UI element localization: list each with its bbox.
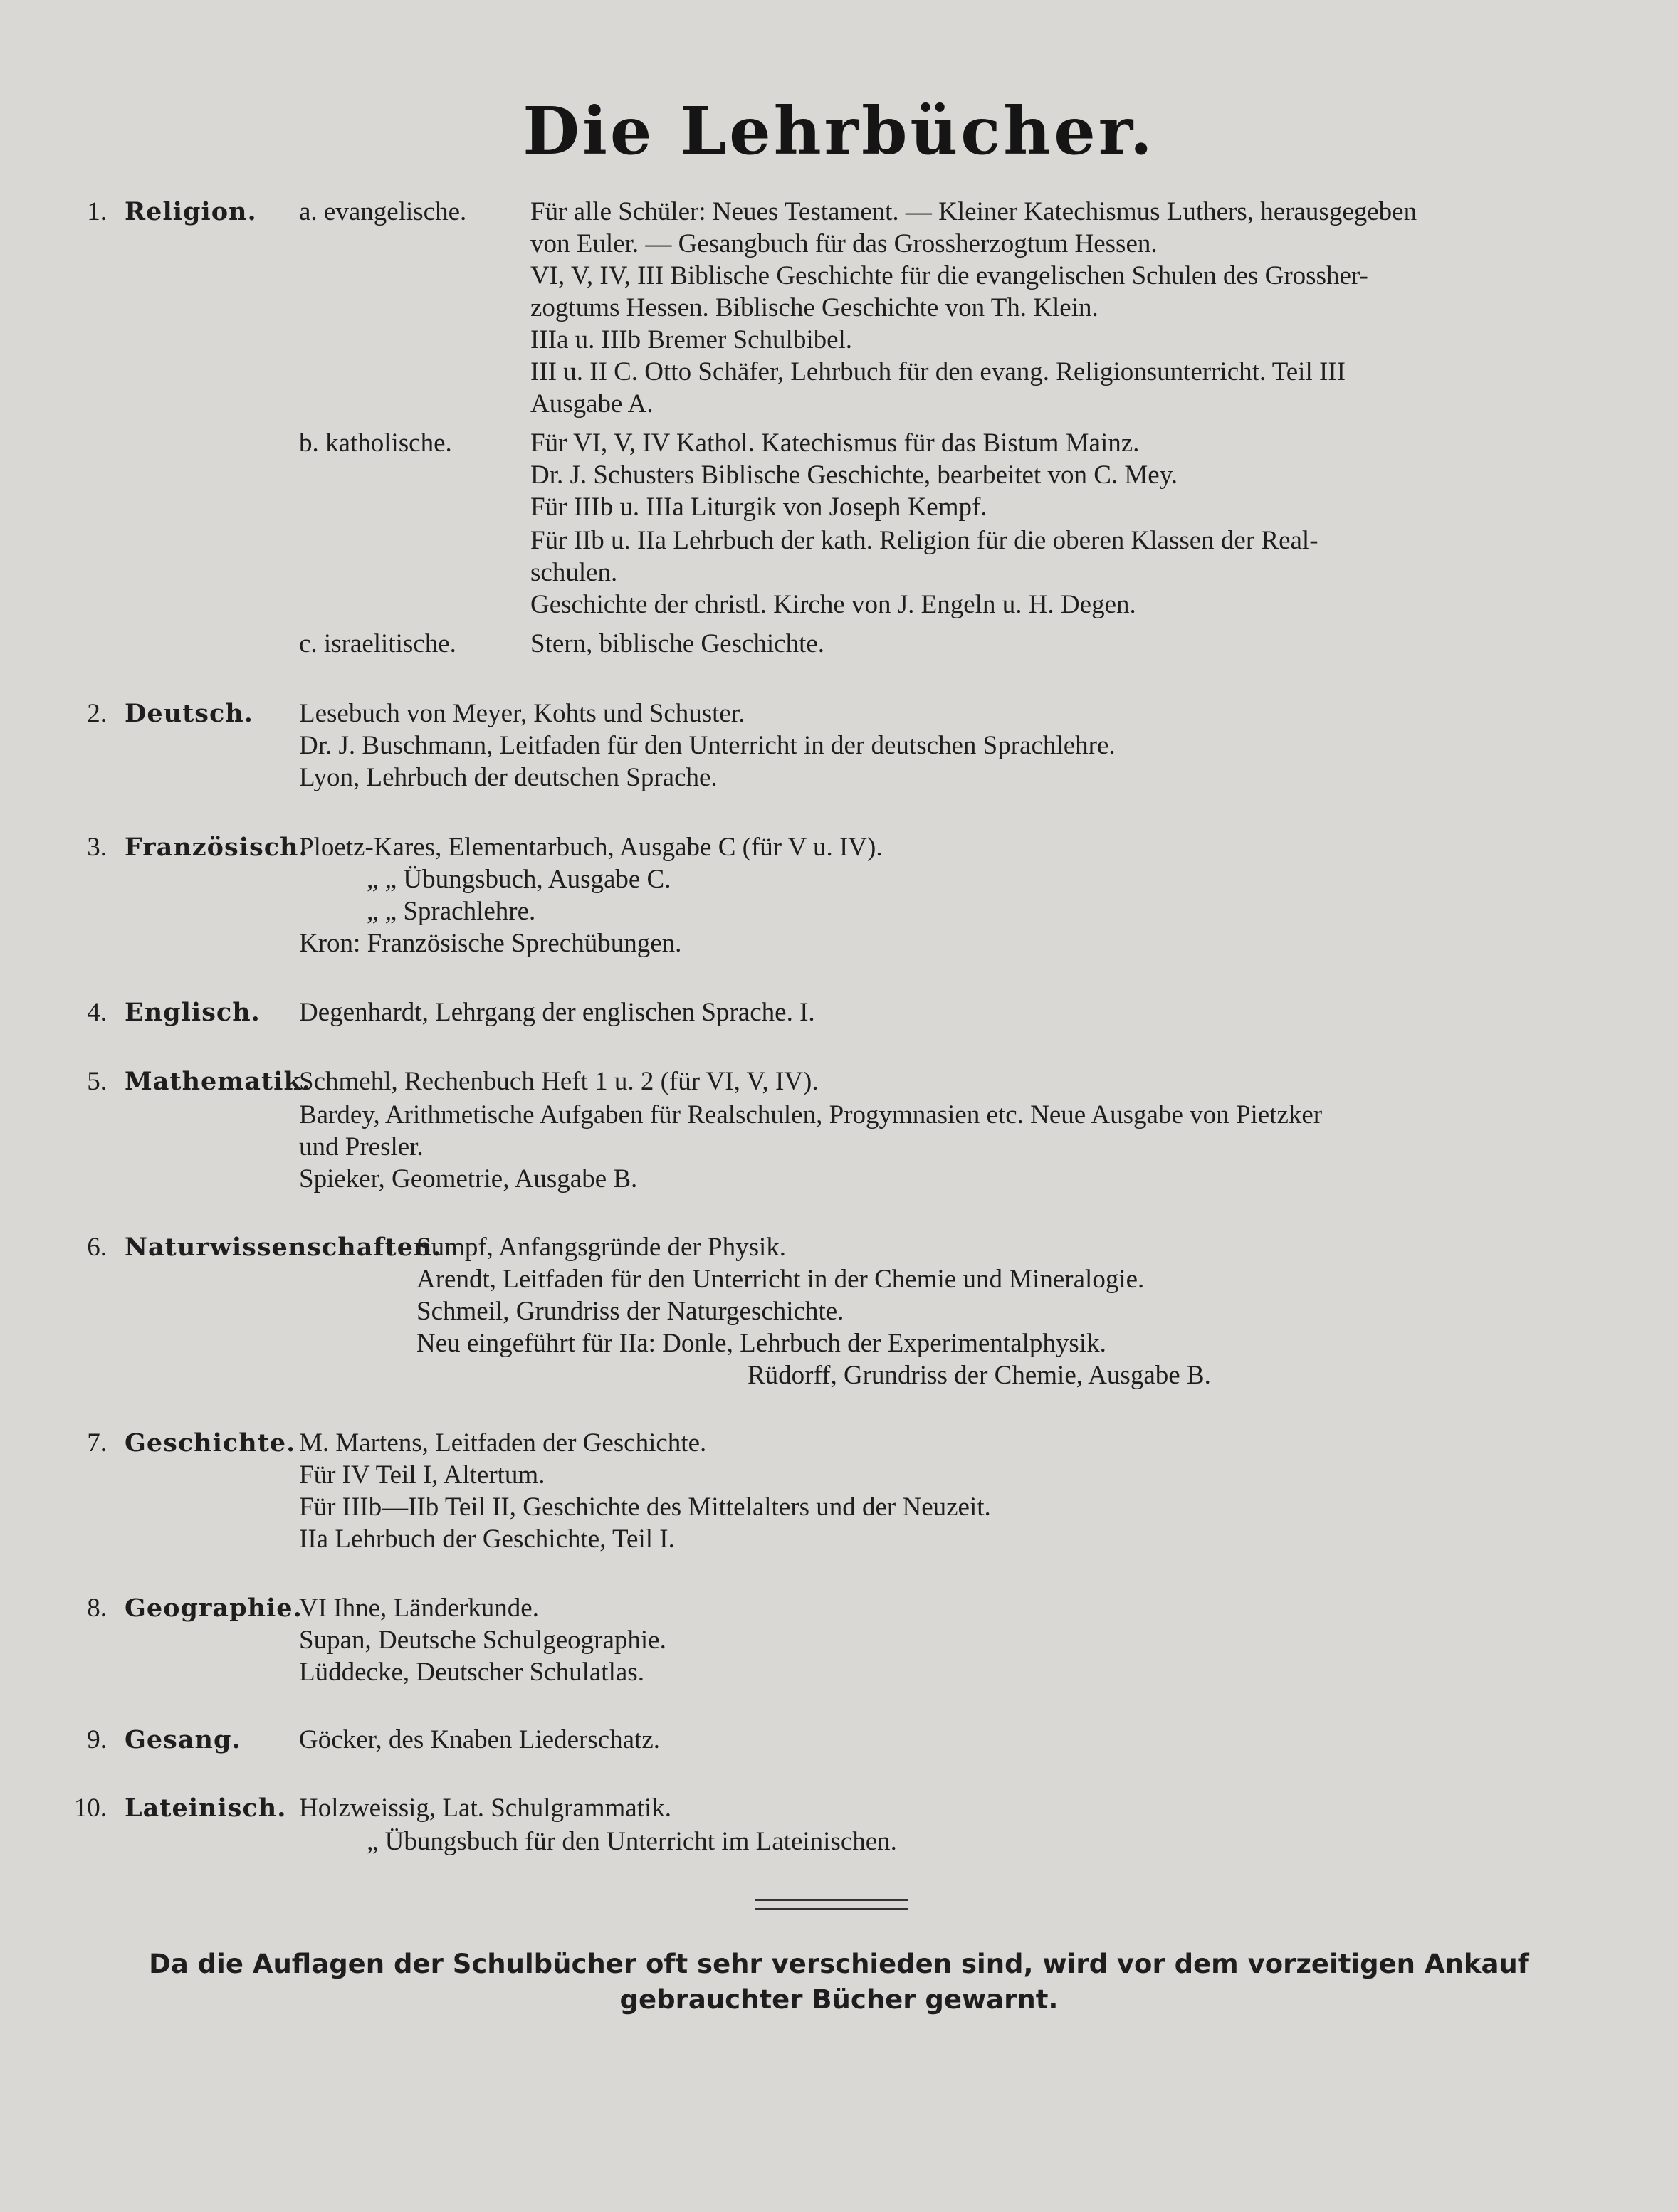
text-line: VI Ihne, Länderkunde.: [299, 1594, 539, 1623]
section-subject-lateinisch: Lateinisch.: [125, 1794, 287, 1823]
text-line: Ausgabe A.: [530, 389, 654, 418]
section-number: 7.: [87, 1428, 107, 1458]
divider-rule: [755, 1899, 908, 1910]
text-line: zogtums Hessen. Biblische Geschichte von Th. Klein.: [530, 293, 1098, 322]
section-subject-geographie: Geographie.: [125, 1594, 303, 1623]
text-line: „ „ Übungsbuch, Ausgabe C.: [367, 865, 671, 894]
subsection-label: b. katholische.: [299, 428, 452, 458]
section-subject-gesang: Gesang.: [125, 1725, 241, 1754]
text-line: Holzweissig, Lat. Schulgrammatik.: [299, 1794, 672, 1823]
section-subject-franzoesisch: Französisch.: [125, 833, 308, 862]
text-line: Neu eingeführt für IIa: Donle, Lehrbuch der Experimentalphysik.: [416, 1329, 1106, 1358]
text-line: „ „ Sprachlehre.: [367, 897, 536, 926]
page-title: Die Lehrbücher.: [523, 93, 1155, 169]
section-number: 1.: [87, 197, 107, 226]
section-subject-geschichte: Geschichte.: [125, 1428, 296, 1458]
section-number: 6.: [87, 1233, 107, 1262]
section-number: 9.: [87, 1725, 107, 1754]
text-line: Spieker, Geometrie, Ausgabe B.: [299, 1164, 638, 1194]
text-line: Göcker, des Knaben Liederschatz.: [299, 1725, 661, 1754]
text-line: Schmehl, Rechenbuch Heft 1 u. 2 (für VI, V, IV).: [299, 1067, 819, 1096]
section-subject-mathematik: Mathematik.: [125, 1067, 311, 1096]
text-line: schulen.: [530, 558, 618, 587]
text-line: III u. II C. Otto Schäfer, Lehrbuch für den evang. Religionsunterricht. Teil III: [530, 357, 1346, 386]
text-line: Kron: Französische Sprechübungen.: [299, 929, 682, 958]
section-number: 5.: [87, 1067, 107, 1096]
text-line: Für VI, V, IV Kathol. Katechismus für das Bistum Mainz.: [530, 428, 1140, 458]
text-line: Für IIIb u. IIIa Liturgik von Joseph Kempf.: [530, 493, 987, 522]
text-line: Sumpf, Anfangsgründe der Physik.: [416, 1233, 786, 1262]
text-line: Für alle Schüler: Neues Testament. — Kleiner Katechismus Luthers, herausgegeben: [530, 197, 1417, 226]
text-line: von Euler. — Gesangbuch für das Grossherzogtum Hessen.: [530, 229, 1158, 258]
text-line: Arendt, Leitfaden für den Unterricht in der Chemie und Mineralogie.: [416, 1265, 1145, 1294]
section-subject-religion: Religion.: [125, 197, 257, 226]
text-line: Ploetz-Kares, Elementarbuch, Ausgabe C (für V u. IV).: [299, 833, 883, 862]
text-line: Für IIIb—IIb Teil II, Geschichte des Mittelalters und der Neuzeit.: [299, 1492, 991, 1522]
text-line: und Presler.: [299, 1132, 424, 1162]
section-number: 3.: [87, 833, 107, 862]
text-line: „ Übungsbuch für den Unterricht im Lateinischen.: [367, 1827, 897, 1856]
text-line: Schmeil, Grundriss der Naturgeschichte.: [416, 1297, 844, 1326]
section-subject-deutsch: Deutsch.: [125, 699, 253, 728]
section-number: 10.: [73, 1794, 107, 1823]
text-line: Bardey, Arithmetische Aufgaben für Realschulen, Progymnasien etc. Neue Ausgabe von Pietzker: [299, 1100, 1323, 1129]
text-line: Stern, biblische Geschichte.: [530, 629, 825, 658]
text-line: IIa Lehrbuch der Geschichte, Teil I.: [299, 1524, 675, 1554]
text-line: Lüddecke, Deutscher Schulatlas.: [299, 1658, 644, 1687]
text-line: Dr. J. Schusters Biblische Geschichte, bearbeitet von C. Mey.: [530, 460, 1178, 490]
text-line: IIIa u. IIIb Bremer Schulbibel.: [530, 325, 853, 354]
section-subject-englisch: Englisch.: [125, 998, 261, 1027]
section-number: 4.: [87, 998, 107, 1027]
text-line: Supan, Deutsche Schulgeographie.: [299, 1626, 666, 1655]
text-line: VI, V, IV, III Biblische Geschichte für die evangelischen Schulen des Grossher-: [530, 261, 1368, 290]
text-line: Lesebuch von Meyer, Kohts und Schuster.: [299, 699, 745, 728]
section-number: 2.: [87, 699, 107, 728]
text-line: Lyon, Lehrbuch der deutschen Sprache.: [299, 763, 718, 792]
notice-text: Da die Auflagen der Schulbücher oft sehr verschieden sind, wird vor dem vorzeitigen Ankauf gebrauchter Bücher gewarnt.: [149, 1949, 1529, 2015]
text-line: Rüdorff, Grundriss der Chemie, Ausgabe B.: [748, 1361, 1211, 1390]
text-line: Geschichte der christl. Kirche von J. Engeln u. H. Degen.: [530, 590, 1136, 619]
section-number: 8.: [87, 1594, 107, 1623]
subsection-label: a. evangelische.: [299, 197, 467, 226]
section-subject-naturwissenschaften: Naturwissenschaften.: [125, 1233, 442, 1262]
text-line: Für IV Teil I, Altertum.: [299, 1460, 545, 1490]
text-line: Für IIb u. IIa Lehrbuch der kath. Religion für die oberen Klassen der Real-: [530, 526, 1318, 555]
text-line: Dr. J. Buschmann, Leitfaden für den Unterricht in der deutschen Sprachlehre.: [299, 731, 1116, 760]
text-line: Degenhardt, Lehrgang der englischen Sprache. I.: [299, 998, 815, 1027]
subsection-label: c. israelitische.: [299, 629, 456, 658]
text-line: M. Martens, Leitfaden der Geschichte.: [299, 1428, 707, 1458]
